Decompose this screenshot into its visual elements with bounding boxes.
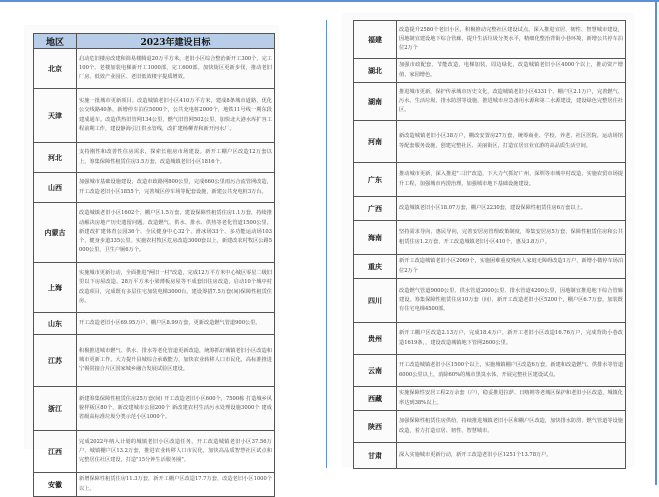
region-cell: 四川 — [354, 279, 397, 323]
goal-cell: 新改造城镇老旧小区38万户，棚改安置房27万套，统筹商业、学校、养老、社区医院、运动场馆等配套服务设施，创建完整社区、美丽街区，打造宜居宜业宜游的高品质生活空间。 — [397, 121, 626, 163]
region-cell: 北京 — [34, 49, 77, 89]
table-row — [354, 443, 626, 469]
table-row — [354, 355, 626, 387]
construction-goals-table-right — [353, 20, 626, 469]
goal-cell: 改造提升2580个老旧小区，积极推动完整社区建设试点。深入推进宜居、韧性、智慧城市建设，因地制宜建设地下综合管廊，提升生活垃圾分类水平，精细化整治背街小巷环境，新增公共停车泊位2万个 — [397, 21, 626, 59]
table-row — [354, 83, 626, 121]
region-cell: 安徽 — [34, 473, 77, 497]
goal-cell: 新建筹集保障性租赁住房25万套(间) 开工改造老旧小区600个，7500栋 打造城乡风貌样板区80个，新改建城市公园200个 新改建农村生活污水处理设施3000个 建成省级高标准垃圾分类示范小区1000个。 — [77, 387, 275, 431]
goal-cell: 推进城市更新，保护传承城市历史文化，改造城镇老旧小区4331个、棚户区2.1万户，完善燃气、污水、生活垃圾、排水防涝等设施，推进城市应急备用水源和第二水源建设，建设绿色完整居住社区。 — [397, 83, 626, 121]
table-row — [34, 387, 275, 431]
goal-cell: 推动城市更新，深入推进"三旧"改造，下大力气抓好广州、深圳等市城中村改造，实施农贸市场提升工程，加强城市内涝治理，加强城市地下基础设施建设。 — [397, 163, 626, 197]
goal-cell: 新增保障性租赁住房11.3万套，新开工棚户区改造17.7万套，改造老旧小区1000个以上。 — [77, 473, 275, 497]
goal-cell: 改造燃气管道9000公里、供水管道2000公里、排水管道4200公里，因地制宜推进地下综合管廊建设。筹集保障性租赁住房10万套（间），新开工改造老旧小区5200个，棚户区6.7万套，加装既有住宅电梯4500部。 — [397, 279, 626, 323]
table-row — [354, 387, 626, 411]
region-cell: 江苏 — [34, 335, 77, 387]
table-row — [354, 279, 626, 323]
table-row — [34, 313, 275, 335]
table-row — [354, 197, 626, 221]
goal-cell: 开工改造老旧小区69.95万户、棚户区8.99万套，更新改造燃气管道900公里。 — [77, 313, 275, 335]
goal-cell: 支持刚性和改善性住房需求，探索长租房市场建设。新开工棚户区改造12万套以上，筹集保障性租赁住房3.5万套，改造城镇老旧小区1816个。 — [77, 143, 275, 173]
goal-cell: 加强保障性租赁住房供给，持续推进城镇老旧小区和棚户区改造，加快排水防涝、燃气管道等设施改造，着力打造宜居、韧性、智慧城市。 — [397, 411, 626, 443]
goal-cell: 坚持需求导向、惠民导向，完善安居房管理政策制度，筹集安居房5万套、保障性租赁住房和公共租赁住房1.2万套，开工改造城镇老旧小区410个，惠及3.8万户。 — [397, 221, 626, 255]
region-cell: 山西 — [34, 173, 77, 203]
region-cell: 云南 — [354, 355, 397, 387]
goal-cell: 深入实施城市更新行动，新开工改造老旧小区1251个13.78万户。 — [397, 443, 626, 469]
region-cell: 天津 — [34, 89, 77, 143]
table-row — [34, 335, 275, 387]
region-cell: 湖南 — [354, 83, 397, 121]
header-region: 地区 — [34, 34, 77, 49]
region-cell: 广西 — [354, 197, 397, 221]
table-row — [34, 143, 275, 173]
goal-cell: 积极推进城市燃气、供水、排水等老化管道更新改造，统筹抓好城镇老旧小区改造和城市更新工作。大力提升县城综合承载能力，加快农业转移人口市民化，高标准推进宁锡常接合片区国家城乡融合发展试验区建设。 — [77, 335, 275, 387]
header-goal: 2023年建设目标 — [77, 34, 275, 49]
goal-cell: 完成2022年纳入计划的城镇老旧小区改造任务，开工改造城镇老旧小区37.56万户、城镇棚户区13.2万套，推进农业转移人口市民化，加快高品质智慧社区试点和完整居住社区建设，打造"15分钟生活服务圈"。 — [77, 431, 275, 473]
table-header-row — [34, 34, 275, 49]
region-cell: 甘肃 — [354, 443, 397, 469]
table-row — [34, 263, 275, 313]
table-row — [354, 121, 626, 163]
region-cell: 河南 — [354, 121, 397, 163]
table-row — [34, 431, 275, 473]
goal-cell: 新开工改造城镇老旧小区2069个，实施困难重度残疾人家庭无障碍改造1万户，新增小微停车场泊位2万个 — [397, 255, 626, 279]
goal-cell: 实施保障性安居工程2万余套（户），稳妥推进拉萨、日喀则等老城区保护和老旧小区改造，城镇化率达到38%以上。 — [397, 387, 626, 411]
region-cell: 山东 — [34, 313, 77, 335]
region-cell: 浙江 — [34, 387, 77, 431]
goal-cell: 加强城市基础设施建设，改造市政路网800公里，完成660公里雨污合流管网改造，开工改造老旧小区1855个，完善城区停车场等配套设施，新建公共充电桩3万台。 — [77, 173, 275, 203]
region-cell: 上海 — [34, 263, 77, 313]
table-row — [354, 323, 626, 355]
table-row — [34, 203, 275, 263]
region-cell: 陕西 — [354, 411, 397, 443]
viewer-right-border — [655, 0, 657, 485]
table-row — [354, 163, 626, 197]
region-cell: 贵州 — [354, 323, 397, 355]
goal-cell: 改造城镇老旧小区18.07万套，棚户区2230套，建设保障性租赁住房6万套以上。 — [397, 197, 626, 221]
table-row — [354, 21, 626, 59]
region-cell: 河北 — [34, 143, 77, 173]
region-cell: 海南 — [354, 221, 397, 255]
goal-cell: 改造城镇老旧小区1602个、棚户区1.5万套，建设保障性租赁住房1.1万套，持续推动解决房地产历史遗留问题。改造燃气、供水、排水、供热等老化管道1500公里。新建改扩建体育公园36个、全民健身中心32个、滑冰场33个、多功能运动场103个、健身步道335公里。实施农村牧区危房改造3000套以上，新建改农村牧区公路5000公里，卫生户厕6万个。 — [77, 203, 275, 263]
region-cell: 福建 — [354, 21, 397, 59]
goal-cell: 启动危旧楼房改建和简易楼腾退20万平方米。老旧小区综合整治新开工300个，完工100个。老楼加装电梯新开工1000部，完工600部。加快街区更新步伐，推动老旧厂房、低效产业园区、老旧低效楼宇提质增效。 — [77, 49, 275, 89]
goal-cell: 新开工棚户区改造2.13万户，完成18.4万户，新开工老旧小区改造16.76万户，完成背街小巷改造1619条，，建设改造城镇地下管网2600公里。 — [397, 323, 626, 355]
region-cell: 广东 — [354, 163, 397, 197]
table-row — [354, 59, 626, 83]
region-cell: 湖北 — [354, 59, 397, 83]
goal-cell: 开工改造城镇老旧小区1500个以上，实施城镇棚户区改造6万套，新建和改造燃气、供排水等管道6000公里以上，消除60%的城市黑臭水体，开展完整社区建设试点。 — [397, 355, 626, 387]
goal-cell: 实施城市更新行动，全面推进"两旧一村"改造，完成12万平方米中心城区零星二级旧里以下房屋改造、28万平方米小梁薄板房屋等不成套旧住房改造，启动10个城中村改造项目，完成既有多层住宅加装电梯3000台。建设筹措7.5万套(间)保障性租赁住房。 — [77, 263, 275, 313]
table-row — [34, 173, 275, 203]
viewer-top-border — [0, 0, 659, 2]
table-row — [354, 255, 626, 279]
table-row — [354, 221, 626, 255]
goal-cell: 实施一批城市更新项目。改造城镇老旧小区410万平方米，建成8条城市道路，优化公交线路40条，新增停车泊位5000个，公共充电桩2000个，地铁11号线一期东段建成通车。改造供热旧管网134公里，燃气旧管网502公里，加快北大港水库扩容工程前期工作，建设静海引江供水管线，改扩建杨柳青和新开河水厂。 — [77, 89, 275, 143]
table-row — [34, 49, 275, 89]
region-cell: 重庆 — [354, 255, 397, 279]
table-row — [354, 411, 626, 443]
table-row — [34, 89, 275, 143]
construction-goals-table-left — [33, 33, 275, 497]
goal-cell: 加强市政配套、节能改造、电梯加装、周边绿化，改造城镇老旧小区4000个以上，推动资产增值、家园增色。 — [397, 59, 626, 83]
region-cell: 西藏 — [354, 387, 397, 411]
region-cell: 江西 — [34, 431, 77, 473]
page-divider — [326, 20, 327, 468]
region-cell: 内蒙古 — [34, 203, 77, 263]
